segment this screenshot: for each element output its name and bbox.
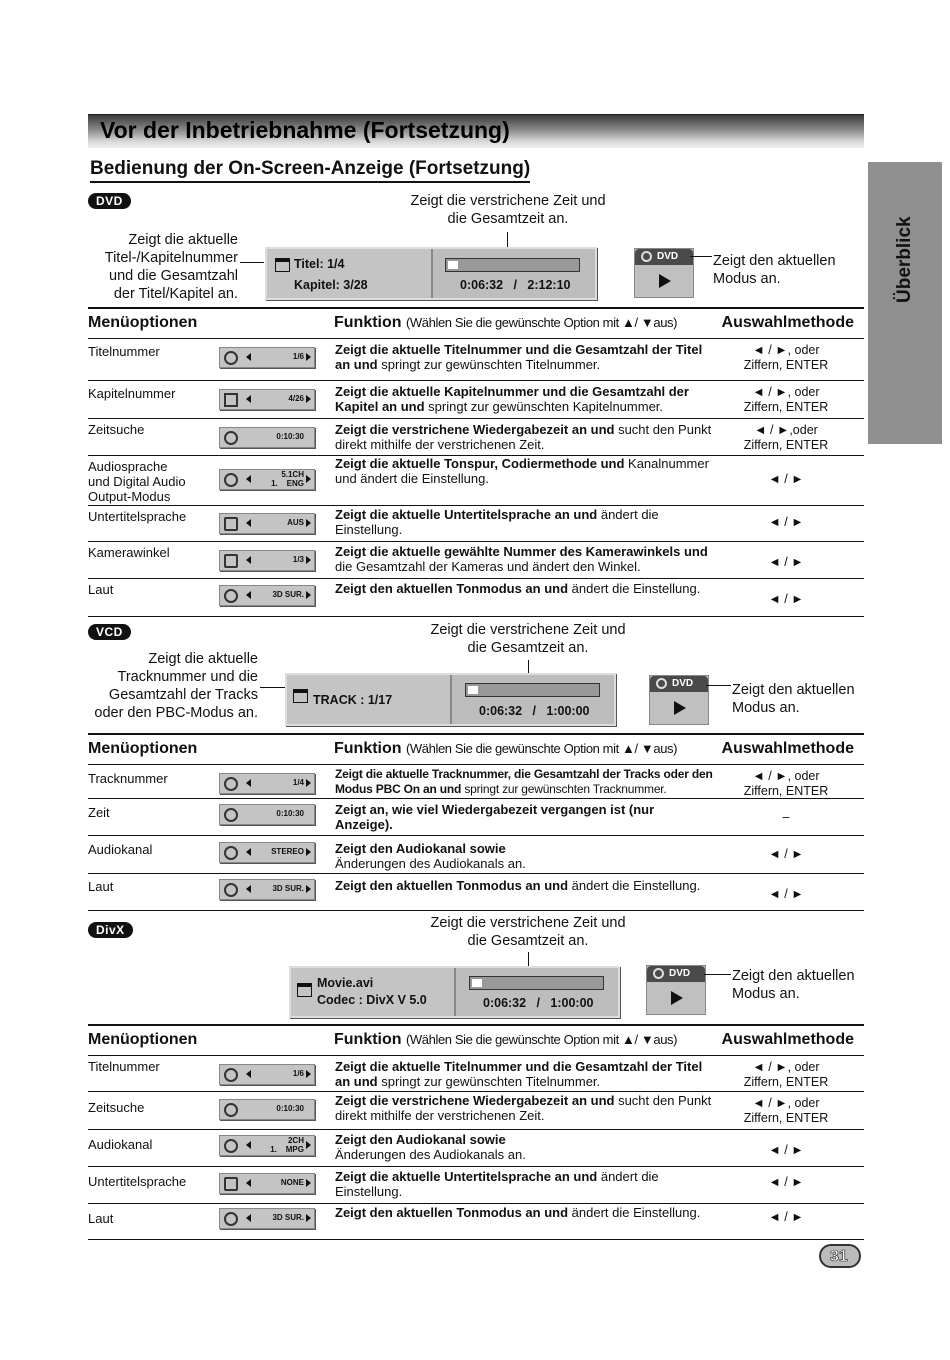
table-row: Zeit 0:10:30 Zeigt an, wie viel Wiedergabezeit vergangen ist (nur Anzeige). – — [88, 799, 864, 836]
play-icon — [671, 991, 683, 1005]
osd-time-widget: 0:10:30 — [219, 804, 315, 825]
osd-codec: Codec : DivX V 5.0 — [317, 993, 427, 1007]
clock-icon — [224, 1103, 238, 1117]
table-row: Kamerawinkel 1/3 Zeigt die aktuelle gewählte Nummer des Kamerawinkels und die Gesamtzahl der Kameras und ändert den Winkel. ◄ / ► — [88, 542, 864, 579]
osd-time: 0:06:32 / 2:12:10 — [460, 278, 571, 292]
divx-osd-panel — [289, 966, 620, 1018]
vcd-osd-panel — [285, 673, 616, 726]
vcd-mode-box — [649, 675, 709, 725]
col-header-options: Menüoptionen — [88, 314, 198, 331]
page-number-badge — [819, 1244, 861, 1268]
side-tab — [868, 162, 942, 444]
dvd-mode-box — [634, 248, 694, 298]
callout-line — [690, 256, 712, 257]
osd-time: 0:06:32 / 1:00:00 — [483, 996, 594, 1010]
callout-line — [704, 974, 731, 975]
speaker-icon — [224, 589, 238, 603]
clapper-icon — [275, 258, 290, 272]
osd-filename: Movie.avi — [317, 976, 374, 990]
osd-title: Titel: 1/4 — [294, 257, 345, 271]
mode-label: DVD — [669, 968, 691, 979]
callout-line — [260, 687, 285, 688]
table-row: Laut 3D SUR. Zeigt den aktuellen Tonmodus an und ändert die Einstellung. ◄ / ► — [88, 1204, 864, 1240]
dvd-badge: DVD — [88, 193, 131, 209]
play-icon — [659, 274, 671, 288]
progress-bar — [445, 258, 580, 272]
osd-title-widget: 1/6 — [219, 347, 315, 368]
headphone-icon — [224, 473, 238, 487]
disc-icon — [641, 251, 652, 262]
table-row: Zeitsuche 0:10:30 Zeigt die verstrichene Wiedergabezeit an und sucht den Punkt direkt mithilfe der verstrichenen Zeit. ◄ / ►, oder Ziffern, ENTER — [88, 1092, 864, 1130]
speaker-icon — [224, 1212, 238, 1226]
divx-note-time: Zeigt die verstrichene Zeit und die Gesamtzeit an. — [430, 915, 626, 949]
osd-time-widget: 0:10:30 — [219, 1099, 315, 1120]
progress-bar — [469, 976, 604, 990]
table-row: Untertitelsprache AUS Zeigt die aktuelle Untertitelsprache an und ändert die Einstellung. ◄ / ► — [88, 506, 864, 542]
play-icon — [674, 701, 686, 715]
table-row: Audiokanal STEREO Zeigt den Audiokanal sowie Änderungen des Audiokanals an. ◄ / ► — [88, 836, 864, 874]
film-icon — [224, 393, 238, 407]
clock-icon — [224, 808, 238, 822]
callout-line — [240, 262, 264, 263]
table-header — [88, 307, 864, 339]
table-row: Laut 3D SUR. Zeigt den aktuellen Tonmodus an und ändert die Einstellung. ◄ / ► — [88, 874, 864, 911]
table-row: Untertitelsprache NONE Zeigt die aktuelle Untertitelsprache an und ändert die Einstellung. ◄ / ► — [88, 1167, 864, 1204]
table-row: Laut 3D SUR. Zeigt den aktuellen Tonmodus an und ändert die Einstellung. ◄ / ► — [88, 579, 864, 617]
table-row: Zeitsuche 0:10:30 Zeigt die verstrichene Wiedergabezeit an und sucht den Punkt direkt mithilfe der verstrichenen Zeit. ◄ / ►,oder Ziffern, ENTER — [88, 419, 864, 456]
headphone-icon — [224, 1139, 238, 1153]
col-header-function: Funktion (Wählen Sie die gewünschte Option mit ▲/ ▼aus) — [334, 314, 678, 331]
clock-icon — [224, 431, 238, 445]
dvd-osd-panel — [265, 247, 597, 300]
vcd-note-track: Zeigt die aktuelle Tracknummer und die Gesamtzahl der Tracks oder den PBC-Modus an. — [94, 651, 258, 721]
callout-line — [528, 952, 529, 966]
osd-sound-widget: 3D SUR. — [219, 1208, 315, 1229]
title-icon — [224, 351, 238, 365]
table-row: Titelnummer 1/6 Zeigt die aktuelle Titelnummer und die Gesamtzahl der Titel an und springt zur gewünschten Titelnummer. ◄ / ►, oder Ziffern, ENTER — [88, 339, 864, 381]
table-row: Tracknummer 1/4 Zeigt die aktuelle Tracknummer, die Gesamtzahl der Tracks oder den Modus PBC On an und springt zur gewünschten Tracknummer. ◄ / ►, oder Ziffern, ENTER — [88, 765, 864, 799]
vcd-note-time: Zeigt die verstrichene Zeit und die Gesamtzeit an. — [430, 622, 626, 656]
osd-title-widget: 1/6 — [219, 1064, 315, 1085]
osd-subtitle-widget: AUS — [219, 513, 315, 534]
clapper-icon — [297, 983, 312, 997]
side-tab-label: Überblick — [894, 216, 915, 303]
divx-mode-box — [646, 965, 706, 1015]
osd-track-widget: 1/4 — [219, 773, 315, 794]
osd-audio-widget: 5.1CH 1. ENG — [219, 469, 315, 490]
osd-track: TRACK : 1/17 — [313, 693, 393, 707]
table-row: Audiosprache und Digital Audio Output-Modus 5.1CH 1. ENG Zeigt die aktuelle Tonspur, Codiermethode und Kanalnummer und ändert die Einstellung. ◄ / ► — [88, 456, 864, 506]
osd-time-widget: 0:10:30 — [219, 427, 315, 448]
table-row: Titelnummer 1/6 Zeigt die aktuelle Titelnummer und die Gesamtzahl der Titel an und springt zur gewünschten Titelnummer. ◄ / ►, oder Ziffern, ENTER — [88, 1056, 864, 1092]
osd-audio-widget: STEREO — [219, 842, 315, 863]
disc-icon — [653, 968, 664, 979]
headphone-icon — [224, 846, 238, 860]
table-row: Kapitelnummer 4/26 Zeigt die aktuelle Kapitelnummer und die Gesamtzahl der Kapitel an und springt zur gewünschten Kapitelnummer. ◄ / ►, oder Ziffern, ENTER — [88, 381, 864, 419]
mode-label: DVD — [672, 678, 694, 689]
speaker-icon — [224, 883, 238, 897]
table-header: Menüoptionen Funktion (Wählen Sie die gewünschte Option mit ▲/ ▼aus) Auswahlmethode — [88, 733, 864, 765]
dvd-note-mode: Zeigt den aktuellen Modus an. — [713, 253, 836, 287]
subtitle-icon — [224, 517, 238, 531]
table-header: Menüoptionen Funktion (Wählen Sie die gewünschte Option mit ▲/ ▼aus) Auswahlmethode — [88, 1024, 864, 1056]
track-icon — [224, 777, 238, 791]
page-title: Vor der Inbetriebnahme (Fortsetzung) — [100, 117, 510, 143]
osd-sound-widget: 3D SUR. — [219, 585, 315, 606]
camera-icon — [224, 554, 238, 568]
osd-chapter: Kapitel: 3/28 — [294, 278, 368, 292]
osd-sound-widget: 3D SUR. — [219, 879, 315, 900]
clapper-icon — [293, 689, 308, 703]
dvd-note-title: Zeigt die aktuelle Titel-/Kapitelnummer und die Gesamtzahl der Titel/Kapitel an. — [104, 232, 238, 302]
osd-angle-widget: 1/3 — [219, 550, 315, 571]
divx-note-mode: Zeigt den aktuellen Modus an. — [732, 968, 855, 1002]
vcd-badge: VCD — [88, 624, 131, 640]
osd-subtitle-widget: NONE — [219, 1173, 315, 1194]
callout-line — [706, 685, 731, 686]
col-header-method: Auswahlmethode — [721, 314, 854, 331]
disc-icon — [656, 678, 667, 689]
osd-audio-widget: 2CH 1. MPG — [219, 1135, 315, 1156]
dvd-note-time: Zeigt die verstrichene Zeit und die Gesamtzeit an. — [410, 193, 606, 227]
osd-time: 0:06:32 / 1:00:00 — [479, 704, 590, 718]
table-row: Audiokanal 2CH 1. MPG Zeigt den Audiokanal sowie Änderungen des Audiokanals an. ◄ / ► — [88, 1130, 864, 1167]
page-number: 31 — [830, 1248, 848, 1265]
mode-label: DVD — [657, 251, 679, 262]
section-subtitle: Bedienung der On-Screen-Anzeige (Fortsetzung) — [90, 158, 530, 183]
progress-bar — [465, 683, 600, 697]
vcd-note-mode: Zeigt den aktuellen Modus an. — [732, 682, 855, 716]
divx-badge: DivX — [88, 922, 133, 938]
osd-chapter-widget: 4/26 — [219, 389, 315, 410]
callout-line — [528, 660, 529, 674]
title-icon — [224, 1068, 238, 1082]
subtitle-icon — [224, 1177, 238, 1191]
section-banner — [88, 114, 864, 148]
